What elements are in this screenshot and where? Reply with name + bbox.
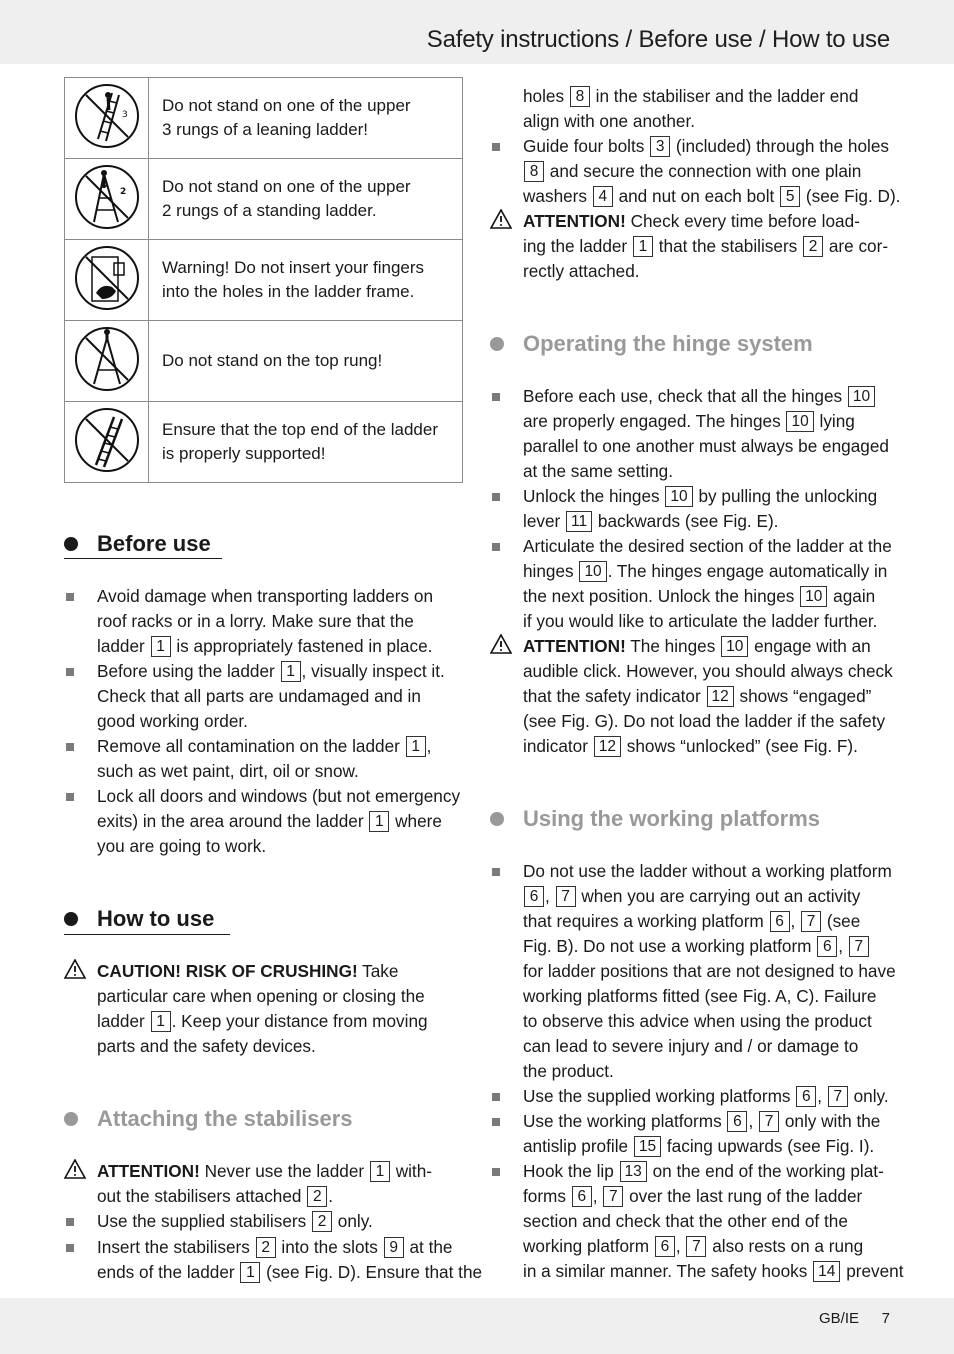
heading-underline (64, 558, 222, 559)
safety-text-line: Do not stand on the top rung! (162, 351, 383, 370)
safety-text-line: 2 rungs of a standing ladder. (162, 201, 377, 220)
part-number: 7 (686, 1236, 706, 1257)
list-bullet (492, 1168, 500, 1176)
part-number: 15 (634, 1136, 661, 1157)
part-number: 1 (370, 1161, 390, 1182)
list-text: at the same setting. (523, 461, 673, 481)
list-text: good working order. (97, 711, 248, 731)
list-bullet (66, 1244, 74, 1252)
svg-text:3: 3 (121, 109, 128, 120)
part-number: 1 (151, 1011, 171, 1032)
part-number: 8 (524, 161, 544, 182)
safety-text-line: 3 rungs of a leaning ladder! (162, 120, 369, 139)
list-text: can lead to severe injury and / or damage to (523, 1036, 859, 1056)
list-text: Lock all doors and windows (but not emergency (97, 786, 461, 806)
caution-text: CAUTION! RISK OF CRUSHING! Take (97, 961, 399, 981)
list-text: in a similar manner. The safety hooks 14 prevent (523, 1261, 904, 1281)
list-text: the product. (523, 1061, 614, 1081)
list-text: section and check that the other end of the (523, 1211, 848, 1231)
list-text: Fig. B). Do not use a working platform 6 , 7 (523, 934, 870, 959)
list-text: Unlock the hinges 10 by pulling the unlocking (523, 486, 878, 506)
list-text: Hook the lip 13 on the end of the working plat- (523, 1161, 884, 1181)
caution-text: parts and the safety devices. (97, 1036, 316, 1056)
attention-text: audible click. However, you should always check (523, 661, 893, 681)
heading-bullet (490, 337, 504, 351)
safety-text-line: into the holes in the ladder frame. (162, 282, 415, 301)
part-number: 7 (603, 1186, 623, 1207)
part-number: 10 (848, 386, 875, 407)
list-text: for ladder positions that are not designed to have (523, 961, 896, 981)
part-number: 6 (817, 936, 837, 957)
footer-band (0, 1298, 954, 1354)
list-text: Remove all contamination on the ladder 1 , (97, 736, 432, 756)
attention-text: ATTENTION! Never use the ladder 1 with- (97, 1161, 432, 1181)
list-text: Use the supplied working platforms 6 , 7 only. (523, 1086, 889, 1106)
warning-triangle-icon (64, 1159, 86, 1179)
part-number: 14 (813, 1261, 840, 1282)
list-text: exits) in the area around the ladder 1 where (97, 811, 442, 831)
list-bullet (66, 793, 74, 801)
list-bullet (66, 593, 74, 601)
heading-underline (64, 934, 230, 935)
part-number: 1 (369, 811, 389, 832)
part-number: 9 (384, 1237, 404, 1258)
list-text: Use the supplied stabilisers 2 only. (97, 1211, 373, 1231)
list-text: such as wet paint, dirt, oil or snow. (97, 761, 359, 781)
part-number: 10 (665, 486, 692, 507)
svg-text:2: 2 (119, 186, 126, 197)
part-number: 7 (556, 886, 576, 907)
list-bullet (66, 1218, 74, 1226)
page-title: Safety instructions / Before use / How to use (426, 26, 890, 53)
heading-bullet (64, 1112, 78, 1126)
no-upper-rungs-standing-icon (74, 164, 140, 230)
list-bullet (492, 1118, 500, 1126)
part-number: 10 (721, 636, 748, 657)
list-text: roof racks or in a lorry. Make sure that the (97, 611, 414, 631)
list-text: 8 and secure the connection with one plain (523, 159, 861, 184)
list-text: Avoid damage when transporting ladders on (97, 586, 434, 606)
part-number: 10 (786, 411, 813, 432)
no-top-rung-icon (74, 326, 140, 392)
list-bullet (492, 493, 500, 501)
part-number: 7 (828, 1086, 848, 1107)
caution-text: ladder 1 . Keep your distance from moving (97, 1011, 428, 1031)
list-text: ladder 1 is appropriately fastened in place. (97, 636, 433, 656)
safety-text-line: Ensure that the top end of the ladder (162, 420, 438, 439)
list-text: that requires a working platform 6 , 7 (see (523, 911, 861, 931)
list-text: working platform 6 , 7 also rests on a rung (523, 1236, 864, 1256)
attention-text: ATTENTION! Check every time before load- (523, 211, 860, 231)
no-fingers-in-holes-icon (74, 245, 140, 311)
section-heading-stabilisers: Attaching the stabilisers (97, 1106, 353, 1131)
list-bullet (66, 668, 74, 676)
section-heading-before-use: Before use (97, 531, 211, 556)
list-text: Insert the stabilisers 2 into the slots 9 at the (97, 1237, 453, 1257)
list-text: Guide four bolts 3 (included) through the holes (523, 136, 889, 156)
attention-text: out the stabilisers attached 2 . (97, 1186, 334, 1206)
part-number: 1 (633, 236, 653, 257)
attention-text: ATTENTION! The hinges 10 engage with an (523, 636, 871, 656)
table-row (65, 159, 463, 240)
caution-text: particular care when opening or closing the (97, 986, 425, 1006)
part-number: 5 (780, 186, 800, 207)
safety-text-line: is properly supported! (162, 444, 326, 463)
list-bullet (492, 143, 500, 151)
part-number: 6 (655, 1236, 675, 1257)
list-text: lever 11 backwards (see Fig. E). (523, 511, 779, 531)
list-text: Do not use the ladder without a working platform (523, 861, 892, 881)
part-number: 1 (240, 1262, 260, 1283)
table-row (65, 78, 463, 159)
warning-triangle-icon (490, 209, 512, 229)
part-number: 12 (594, 736, 621, 757)
list-bullet (492, 868, 500, 876)
footer-language: GB/IE (818, 1310, 859, 1327)
list-text: Use the working platforms 6 , 7 only with the (523, 1111, 881, 1131)
list-bullet (492, 1093, 500, 1101)
part-number: 4 (593, 186, 613, 207)
part-number: 10 (579, 561, 606, 582)
list-bullet (66, 743, 74, 751)
table-row (65, 402, 463, 483)
part-number: 6 (524, 886, 544, 907)
table-row (65, 321, 463, 402)
list-text: forms 6 , 7 over the last rung of the ladder (523, 1186, 863, 1206)
list-text: working platforms fitted (see Fig. A, C). Failure (523, 986, 877, 1006)
list-text: hinges 10 . The hinges engage automatically in (523, 561, 888, 581)
attention-text: rectly attached. (523, 261, 640, 281)
part-number: 11 (566, 511, 592, 532)
attention-text: that the safety indicator 12 shows “engaged” (523, 686, 872, 706)
list-text: washers 4 and nut on each bolt 5 (see Fig. D). (523, 186, 901, 206)
part-number: 8 (570, 86, 590, 107)
part-number: 12 (707, 686, 734, 707)
part-number: 6 (796, 1086, 816, 1107)
part-number: 2 (307, 1186, 327, 1207)
heading-bullet (490, 812, 504, 826)
list-text: holes 8 in the stabiliser and the ladder end (523, 86, 859, 106)
safety-text-line: Do not stand on one of the upper (162, 96, 411, 115)
attention-text: indicator 12 shows “unlocked” (see Fig. F). (523, 736, 858, 756)
page-number: 7 (881, 1310, 890, 1327)
part-number: 10 (800, 586, 827, 607)
list-text: you are going to work. (97, 836, 267, 856)
part-number: 7 (801, 911, 821, 932)
list-text: if you would like to articulate the ladder further. (523, 611, 878, 631)
warning-triangle-icon (490, 634, 512, 654)
part-number: 7 (849, 936, 869, 957)
list-text: Articulate the desired section of the ladder at the (523, 536, 892, 556)
attention-text: ing the ladder 1 that the stabilisers 2 are cor- (523, 236, 889, 256)
heading-bullet (64, 537, 78, 551)
list-text: 6 , 7 when you are carrying out an activity (523, 884, 860, 909)
part-number: 2 (312, 1211, 332, 1232)
heading-bullet (64, 912, 78, 926)
safety-text-line: Warning! Do not insert your fingers (162, 258, 425, 277)
list-text: antislip profile 15 facing upwards (see Fig. I). (523, 1136, 875, 1156)
no-upper-rungs-leaning-icon (74, 83, 140, 149)
part-number: 1 (406, 736, 426, 757)
part-number: 6 (727, 1111, 747, 1132)
warning-triangle-icon (64, 959, 86, 979)
list-text: ends of the ladder 1 (see Fig. D). Ensure that the (97, 1262, 483, 1282)
list-text: to observe this advice when using the product (523, 1011, 872, 1031)
list-text: the next position. Unlock the hinges 10 again (523, 586, 876, 606)
support-top-end-icon (74, 407, 140, 473)
part-number: 1 (281, 661, 301, 682)
part-number: 2 (256, 1237, 276, 1258)
part-number: 6 (770, 911, 790, 932)
part-number: 6 (572, 1186, 592, 1207)
part-number: 7 (759, 1111, 779, 1132)
part-number: 1 (151, 636, 171, 657)
section-heading-platforms: Using the working platforms (523, 806, 821, 831)
list-text: align with one another. (523, 111, 696, 131)
list-bullet (492, 543, 500, 551)
list-text: Before using the ladder 1 , visually inspect it. (97, 661, 445, 681)
part-number: 3 (650, 136, 670, 157)
part-number: 2 (803, 236, 823, 257)
table-row (65, 240, 463, 321)
section-heading-hinge: Operating the hinge system (523, 331, 813, 356)
attention-text: (see Fig. G). Do not load the ladder if the safety (523, 711, 886, 731)
list-text: Check that all parts are undamaged and in (97, 686, 421, 706)
section-heading-how-to-use: How to use (97, 906, 215, 931)
list-bullet (492, 393, 500, 401)
part-number: 13 (620, 1161, 647, 1182)
list-text: Before each use, check that all the hinges 10 (523, 384, 876, 409)
list-text: parallel to one another must always be engaged (523, 436, 889, 456)
safety-symbols-table (64, 77, 463, 483)
list-text: are properly engaged. The hinges 10 lying (523, 411, 855, 431)
safety-text-line: Do not stand on one of the upper (162, 177, 411, 196)
